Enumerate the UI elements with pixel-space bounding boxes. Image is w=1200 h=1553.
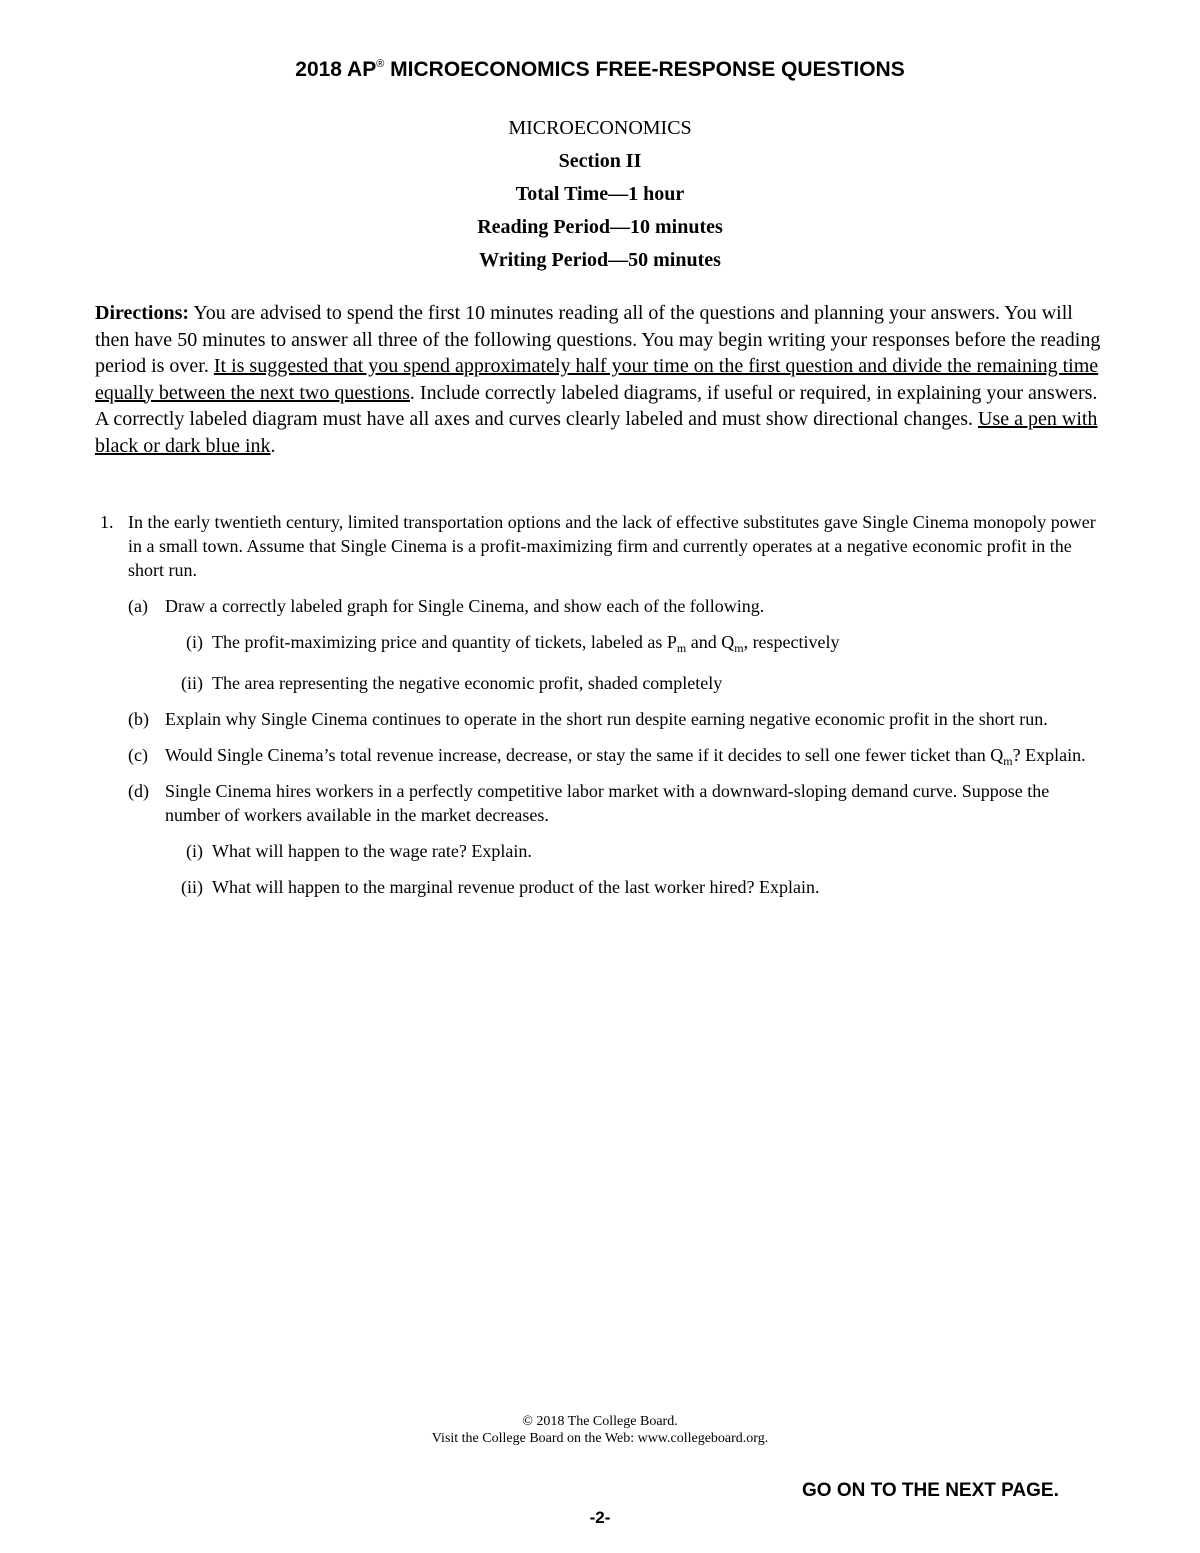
part-a-i-text-3: , respectively <box>743 632 840 652</box>
part-d-i-text: What will happen to the wage rate? Explain. <box>212 841 532 861</box>
part-d-text: Single Cinema hires workers in a perfectly competitive labor market with a downward-sloping demand curve. Suppose the number of workers available in the market decreases. <box>165 781 1050 825</box>
part-d-i-label: (i) <box>186 841 203 861</box>
directions-text-1: You are advised to spend the first 10 minutes reading all of the questions and planning your answers. You will then have 50 minutes to answer all three of the following questions. You may begin writing your responses before the reading period is over. <box>95 302 1101 377</box>
question-stem-row <box>95 510 1105 582</box>
directions-text-2: . Include correctly labeled diagrams, if useful or required, in explaining your answers. A correctly labeled diagram must have all axes and curves clearly labeled and must show directional changes. <box>95 381 1098 430</box>
copyright-line: © 2018 The College Board. <box>522 1414 678 1429</box>
quantity-subscript: m <box>1003 754 1013 768</box>
writing-period: Writing Period—50 minutes <box>479 249 721 271</box>
part-c-text-2: ? Explain. <box>1012 745 1086 765</box>
question-stem: In the early twentieth century, limited transportation options and the lack of effective substitutes gave Single Cinema monopoly power in a small town. Assume that Single Cinema is a profit-maximizing firm and currently operates at a negative economic profit in the short run. <box>128 512 1096 580</box>
directions-paragraph <box>95 300 1105 459</box>
part-a-label: (a) <box>128 596 148 616</box>
part-c <box>95 743 1105 767</box>
part-b-text: Explain why Single Cinema continues to operate in the short run despite earning negative economic profit in the short run. <box>165 709 1048 729</box>
part-d <box>95 779 1105 827</box>
go-next-page-notice: GO ON TO THE NEXT PAGE. <box>802 1480 1059 1501</box>
part-d-i <box>95 839 1105 863</box>
header-title-suffix: MICROECONOMICS FREE-RESPONSE QUESTIONS <box>384 58 905 81</box>
question-1 <box>95 510 1105 899</box>
question-number: 1. <box>100 512 114 532</box>
section-info <box>0 112 1200 277</box>
directions-label: Directions: <box>95 302 190 324</box>
reading-period: Reading Period—10 minutes <box>477 216 723 238</box>
part-b-label: (b) <box>128 709 149 729</box>
page-number: -2- <box>589 1508 611 1527</box>
total-time: Total Time—1 hour <box>515 183 685 205</box>
header-title-prefix: 2018 AP <box>295 58 377 81</box>
part-d-label: (d) <box>128 781 149 801</box>
part-c-text <box>165 743 1105 767</box>
directions-underlined-1: It is suggested that you spend approximately half your time on the first question and divide the remaining time equally between the next two questions <box>95 355 1099 404</box>
subject-title: MICROECONOMICS <box>508 117 692 139</box>
part-a-text: Draw a correctly labeled graph for Single Cinema, and show each of the following. <box>165 596 765 616</box>
part-a-ii-text: The area representing the negative economic profit, shaded completely <box>212 673 723 693</box>
page-header <box>0 58 1200 82</box>
copyright-footer <box>0 1413 1200 1447</box>
part-a-i-text-1: The profit-maximizing price and quantity of tickets, labeled as P <box>212 632 677 652</box>
part-a-i-text-2: and Q <box>686 632 735 652</box>
part-d-ii-label: (ii) <box>181 877 203 897</box>
quantity-subscript: m <box>734 641 744 655</box>
part-a-i-label: (i) <box>186 632 203 652</box>
part-a-i <box>95 630 1105 654</box>
part-a-ii <box>95 671 1105 695</box>
part-d-ii-text: What will happen to the marginal revenue product of the last worker hired? Explain. <box>212 877 820 897</box>
visit-line: Visit the College Board on the Web: www.collegeboard.org. <box>431 1431 769 1446</box>
part-c-text-1: Would Single Cinema’s total revenue increase, decrease, or stay the same if it decides to sell one fewer ticket than Q <box>165 745 1004 765</box>
directions-text-3: . <box>270 434 276 457</box>
directions-underlined-2: Use a pen with black or dark blue ink <box>95 408 1098 457</box>
part-a <box>95 594 1105 618</box>
part-d-ii <box>95 875 1105 899</box>
part-c-label: (c) <box>128 745 148 765</box>
registered-mark: ® <box>376 58 385 70</box>
section-label: Section II <box>558 150 642 172</box>
part-a-i-text <box>212 630 1105 654</box>
price-subscript: m <box>676 641 687 655</box>
part-b <box>95 707 1105 731</box>
part-a-ii-label: (ii) <box>181 673 203 693</box>
